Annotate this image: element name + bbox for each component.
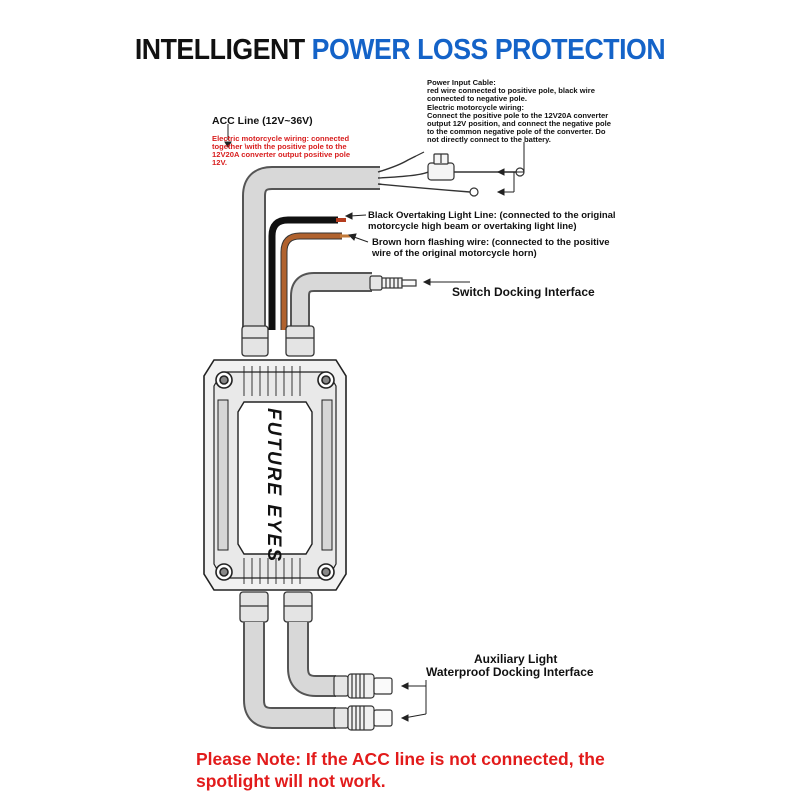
moto-wiring-text: Connect the positive pole to the 12V20A converter output 12V position, and connect the negative pole to the common negative pole of the converter. Do not directly connect to the battery. [427,111,611,144]
acc-wire-tip [416,152,424,156]
switch-connector [370,276,416,290]
fuse-holder [428,154,454,180]
title-part-black: INTELLIGENT [134,34,305,66]
acc-line-note: Electric motorcycle wiring: connected together \with the positive pole to the 12V20A converter output positive pole 12V. [212,134,351,167]
moto-wiring-heading: Electric motorcycle wiring: [427,103,525,112]
acc-line-label: ACC Line (12V~36V) [212,115,313,127]
bottom-grommets [240,592,312,622]
output-cables [254,622,336,718]
title-part-blue: POWER LOSS PROTECTION [311,34,666,66]
waterproof-connector-upper [334,674,392,698]
power-input-heading: Power Input Cable: [427,78,496,87]
aux-light-label-line2: Waterproof Docking Interface [426,665,594,679]
switch-cable [300,282,372,330]
acc-warning-note: Please Note: If the ACC line is not connected, the spotlight will not work. [196,749,605,791]
power-input-text: red wire connected to positive pole, black wire connected to negative pole. [427,86,595,103]
top-grommets [242,326,314,356]
waterproof-connector-lower [334,706,392,730]
black-wire-label: Black Overtaking Light Line: (connected to the original motorcycle high beam or overtaking light line) [368,210,616,232]
switch-interface-label: Switch Docking Interface [452,285,595,299]
brand-logo: FUTURE EYES [263,408,284,564]
aux-light-label-line1: Auxiliary Light [474,652,558,666]
brown-wire-label: Brown horn flashing wire: (connected to the positive wire of the original motorcycle horn) [372,237,610,259]
